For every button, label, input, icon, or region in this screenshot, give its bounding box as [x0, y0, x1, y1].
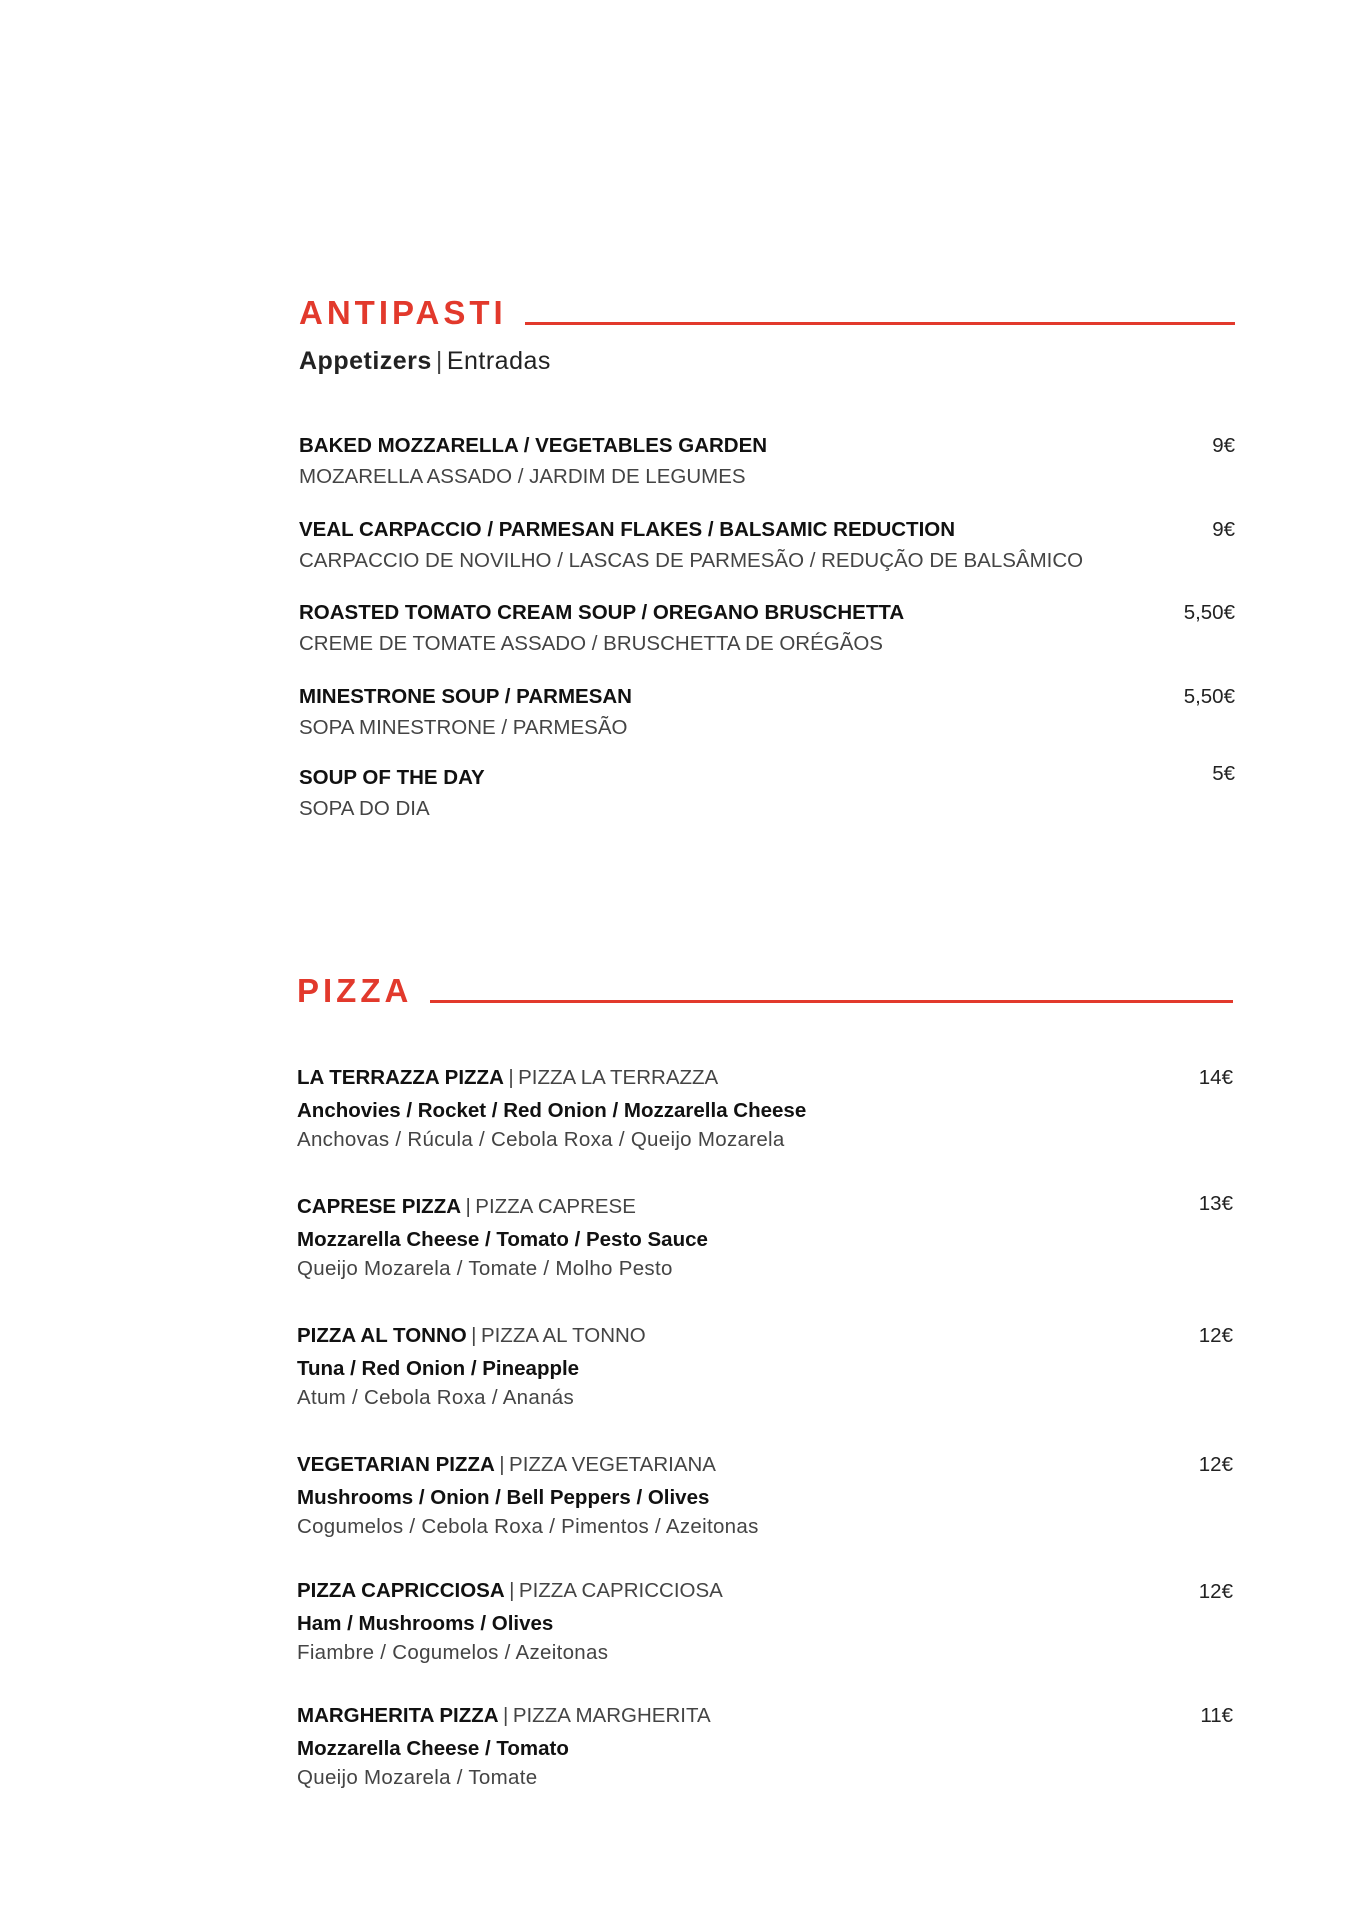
- menu-item: [299, 601, 1235, 656]
- subtitle-portuguese: Entradas: [446, 347, 551, 375]
- item-ingredients: Mushrooms / Onion / Bell Peppers / Olives: [297, 1485, 710, 1509]
- item-price: 13€: [1198, 1192, 1233, 1215]
- pizza-item: [297, 1453, 1233, 1540]
- item-price: 5,50€: [1183, 685, 1235, 708]
- pizza-item: [297, 1066, 1233, 1153]
- pizza-item: [297, 1192, 1233, 1282]
- item-translation: PIZZA CAPRICCIOSA: [518, 1579, 723, 1602]
- pizza-section: [297, 974, 1233, 1794]
- item-name: PIZZA AL TONNO: [297, 1324, 467, 1347]
- item-ingredients-translation: Cogumelos / Cebola Roxa / Pimentos / Azeitonas: [297, 1515, 759, 1539]
- item-ingredients-translation: Fiambre / Cogumelos / Azeitonas: [297, 1641, 609, 1665]
- item-ingredients-translation: Queijo Mozarela / Tomate / Molho Pesto: [297, 1257, 673, 1281]
- item-price: 12€: [1198, 1324, 1233, 1347]
- menu-item: [299, 518, 1235, 573]
- item-translation: PIZZA AL TONNO: [480, 1324, 646, 1347]
- section-divider: [430, 1000, 1233, 1003]
- item-separator: |: [499, 1453, 505, 1476]
- item-ingredients: Tuna / Red Onion / Pineapple: [297, 1356, 580, 1380]
- item-name: PIZZA CAPRICCIOSA: [297, 1579, 505, 1602]
- item-price: 11€: [1200, 1704, 1233, 1727]
- section-title: PIZZA: [297, 972, 413, 1009]
- subtitle-separator: |: [435, 347, 443, 375]
- item-name: MARGHERITA PIZZA: [297, 1704, 499, 1727]
- item-ingredients-translation: Atum / Cebola Roxa / Ananás: [297, 1386, 575, 1410]
- item-translation: CREME DE TOMATE ASSADO / BRUSCHETTA DE ORÉGÃOS: [299, 631, 883, 655]
- pizza-item: [297, 1324, 1233, 1411]
- pizza-item: [297, 1704, 1233, 1791]
- item-name: VEGETARIAN PIZZA: [297, 1453, 495, 1476]
- item-translation: SOPA DO DIA: [299, 796, 430, 820]
- item-ingredients-translation: Queijo Mozarela / Tomate: [297, 1766, 538, 1790]
- item-separator: |: [503, 1704, 509, 1727]
- subtitle-english: Appetizers: [299, 347, 432, 375]
- item-ingredients: Mozzarella Cheese / Tomato: [297, 1736, 569, 1760]
- item-name: LA TERRAZZA PIZZA: [297, 1066, 504, 1089]
- section-subtitle: [299, 347, 1235, 376]
- item-price: 5€: [1212, 762, 1235, 785]
- item-name: MINESTRONE SOUP / PARMESAN: [299, 685, 632, 708]
- item-ingredients: Anchovies / Rocket / Red Onion / Mozzarella Cheese: [297, 1098, 807, 1122]
- item-separator: |: [508, 1066, 514, 1089]
- item-translation: SOPA MINESTRONE / PARMESÃO: [299, 715, 628, 739]
- menu-item: [299, 434, 1235, 489]
- item-translation: MOZARELLA ASSADO / JARDIM DE LEGUMES: [299, 464, 746, 488]
- item-price: 5,50€: [1183, 601, 1235, 624]
- menu-item: [299, 685, 1235, 740]
- item-price: 9€: [1212, 518, 1235, 541]
- antipasti-section: [299, 296, 1235, 836]
- item-name: CAPRESE PIZZA: [297, 1195, 462, 1218]
- item-price: 9€: [1212, 434, 1235, 457]
- item-price: 12€: [1198, 1580, 1233, 1603]
- item-translation: CARPACCIO DE NOVILHO / LASCAS DE PARMESÃO / REDUÇÃO DE BALSÂMICO: [299, 548, 1084, 572]
- item-name: BAKED MOZZARELLA / VEGETABLES GARDEN: [299, 434, 768, 457]
- item-translation: PIZZA VEGETARIANA: [509, 1453, 716, 1476]
- item-separator: |: [465, 1195, 471, 1218]
- item-name: VEAL CARPACCIO / PARMESAN FLAKES / BALSAMIC REDUCTION: [299, 518, 956, 541]
- item-ingredients: Ham / Mushrooms / Olives: [297, 1611, 554, 1635]
- item-name: ROASTED TOMATO CREAM SOUP / OREGANO BRUSCHETTA: [299, 601, 905, 624]
- section-title: ANTIPASTI: [299, 294, 507, 331]
- item-translation: PIZZA MARGHERITA: [512, 1704, 711, 1727]
- menu-item: [299, 762, 1235, 821]
- item-ingredients: Mozzarella Cheese / Tomato / Pesto Sauce: [297, 1227, 708, 1251]
- antipasti-header: [299, 296, 1235, 329]
- item-name: SOUP OF THE DAY: [299, 766, 485, 789]
- pizza-header: [297, 974, 1233, 1007]
- pizza-item: [297, 1579, 1233, 1666]
- item-price: 14€: [1198, 1066, 1233, 1089]
- item-ingredients-translation: Anchovas / Rúcula / Cebola Roxa / Queijo Mozarela: [297, 1128, 785, 1152]
- item-separator: |: [471, 1324, 477, 1347]
- item-translation: PIZZA CAPRESE: [475, 1195, 636, 1218]
- section-divider: [525, 322, 1235, 325]
- item-price: 12€: [1198, 1453, 1233, 1476]
- item-translation: PIZZA LA TERRAZZA: [518, 1066, 719, 1089]
- item-separator: |: [509, 1579, 515, 1602]
